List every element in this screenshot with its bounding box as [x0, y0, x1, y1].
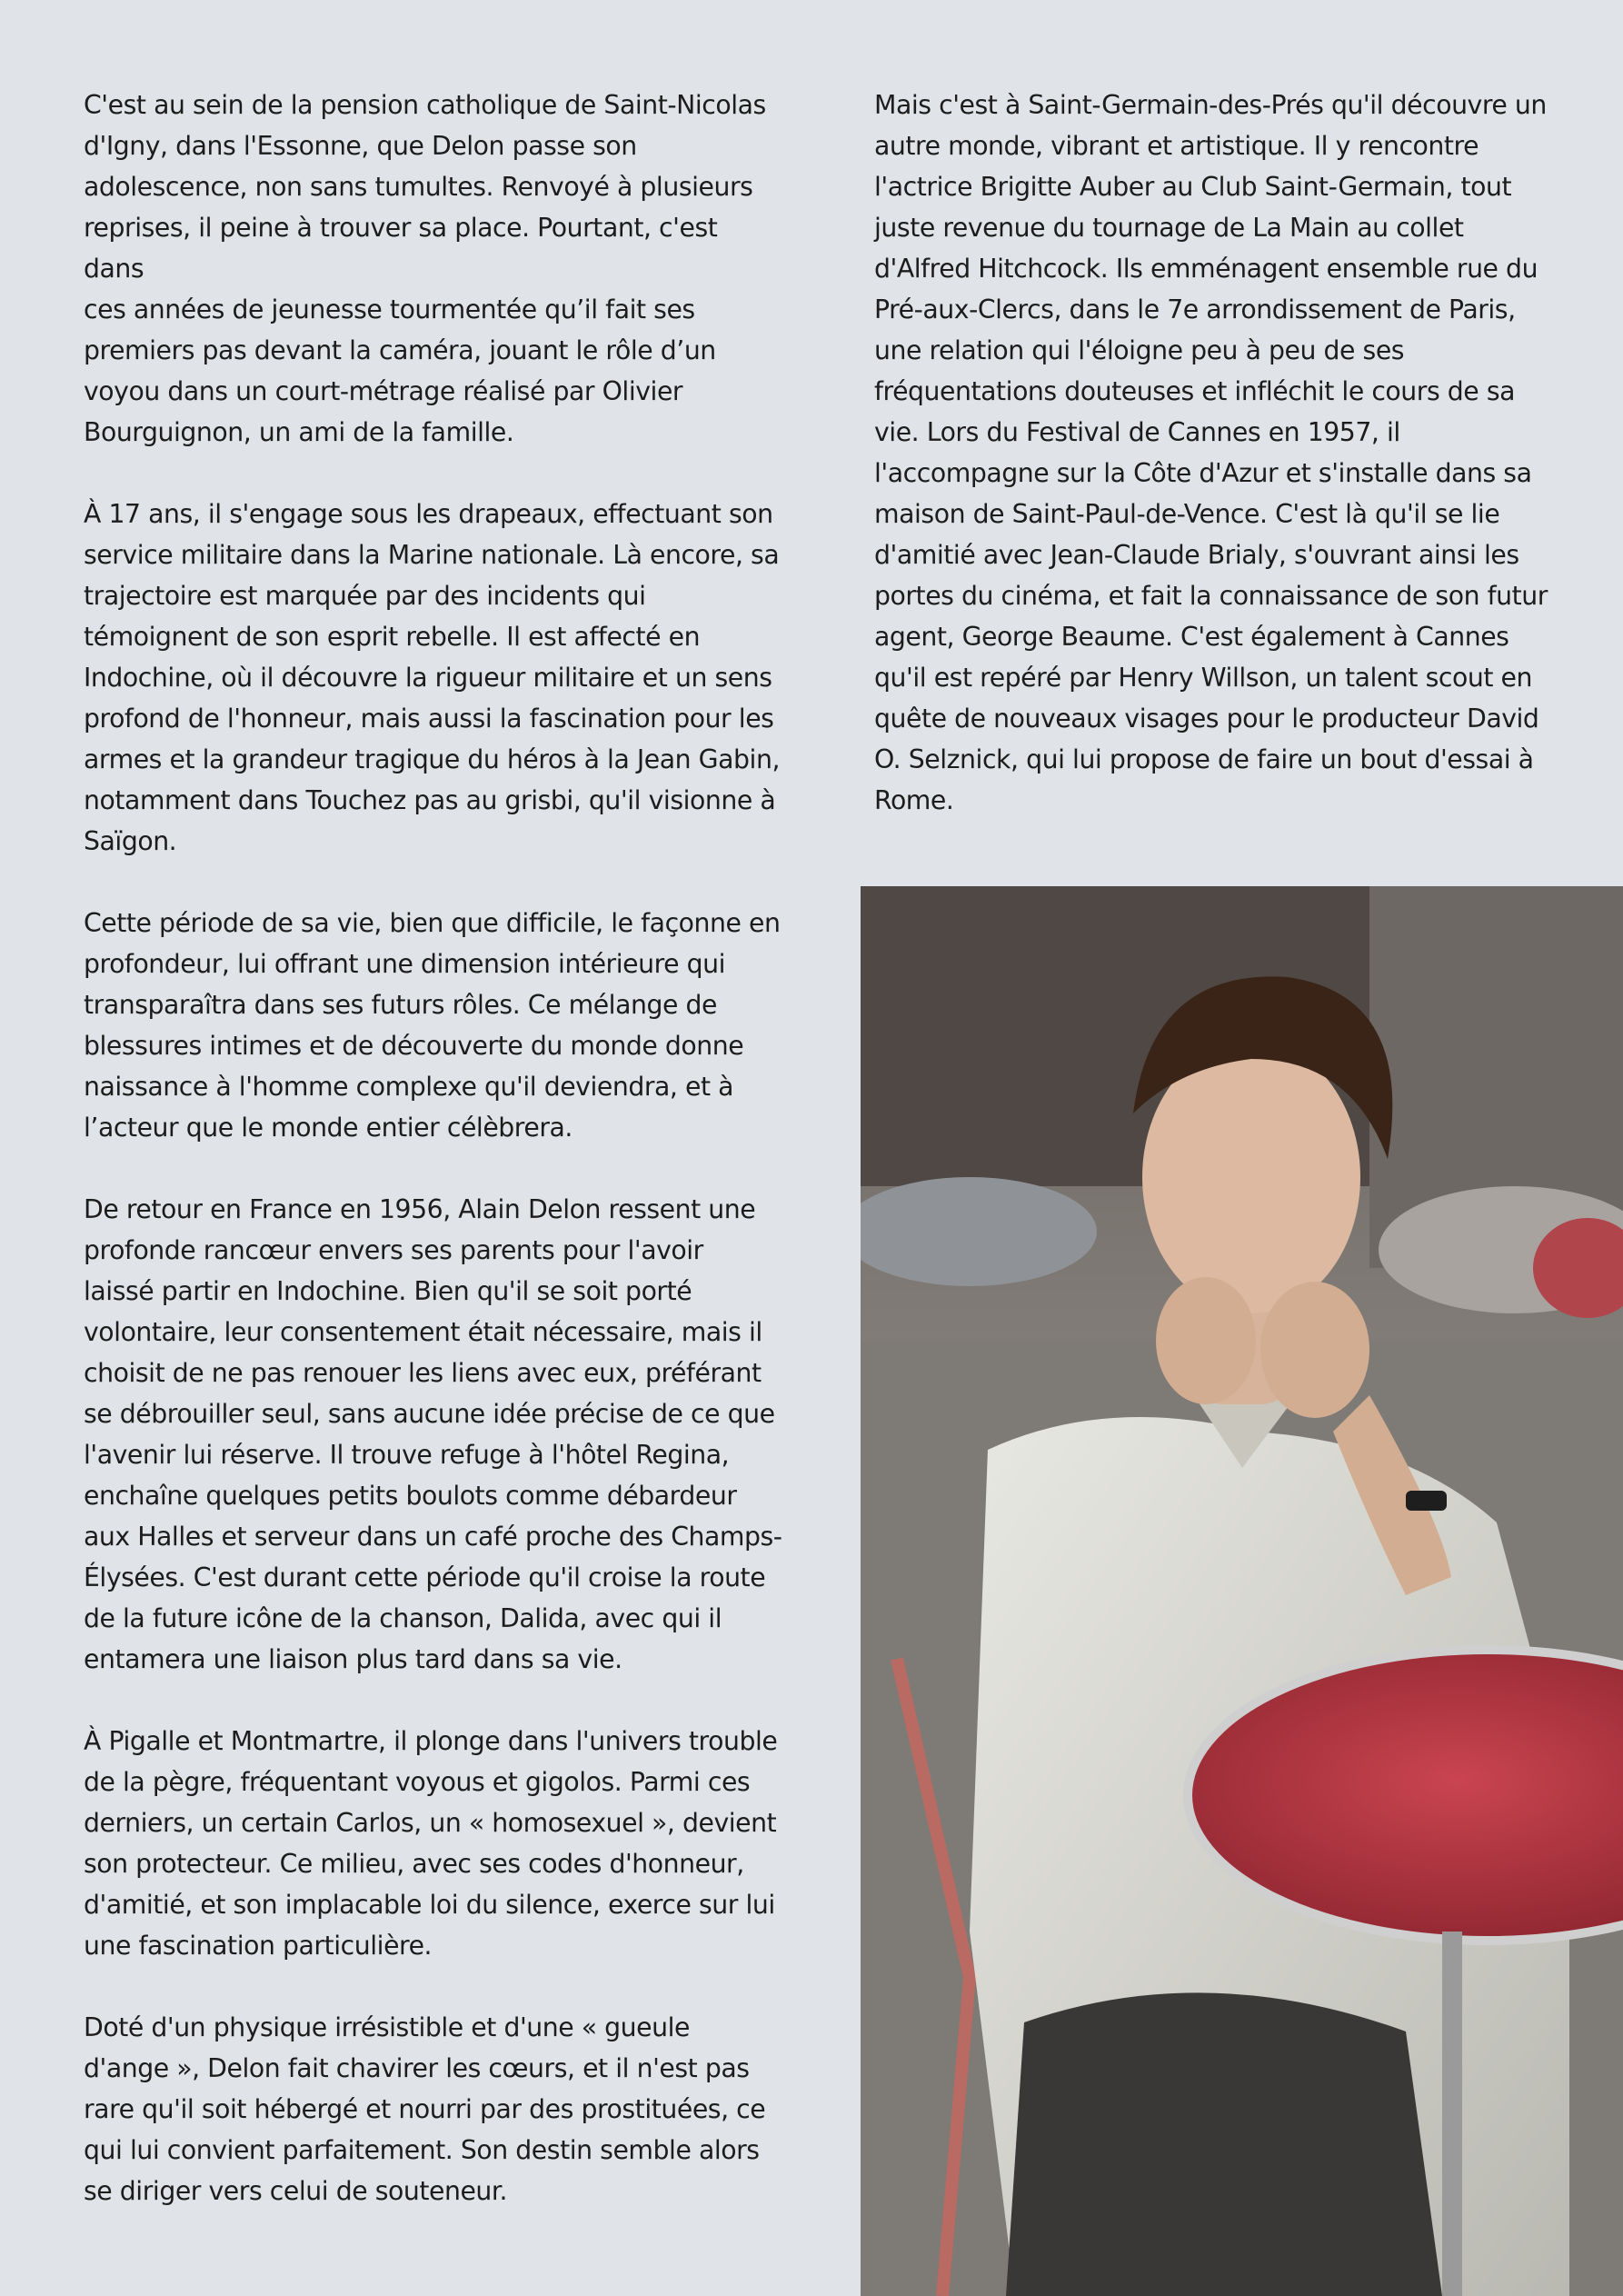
paragraph-formative-period: Cette période de sa vie, bien que difficile, le façonne en profondeur, lui offrant une dimension intérieure qui transparaîtra dans ses futurs rôles. Ce mélange de blessures intimes et de découverte du monde donne naissance à l'homme complexe qu'il deviendra, et à l’acteur que le monde entier célèbrera.: [84, 908, 781, 1143]
portrait-photo: [861, 886, 1623, 2296]
paragraph-saint-germain: Mais c'est à Saint-Germain-des-Prés qu'il découvre un autre monde, vibrant et artistique. Il y rencontre l'actrice Brigitte Auber au Club Saint-Germain, tout juste revenue du tournage de La Main au collet d'Alfred Hitchcock. Ils emménagent ensemble rue du Pré-aux-Clercs, dans le 7e arrondissement de Paris, une relation qui l'éloigne peu à peu de ses fréquentations douteuses et infléchit le cours de sa vie. Lors du Festival de Cannes en 1957, il l'accompagne sur la Côte d'Azur et s'installe dans sa maison de Saint-Paul-de-Vence. C'est là qu'il se lie d'amitié avec Jean-Claude Brialy, s'ouvrant ainsi les portes du cinéma, et fait la connaissance de son futur agent, George Beaume. C'est également à Cannes qu'il est repéré par Henry Willson, un talent scout en quête de nouveaux visages pour le producteur David O. Selznick, qui lui propose de faire un bout d'essai à Rome.: [874, 90, 1548, 815]
paragraph-gueule-dange: Doté d'un physique irrésistible et d'une « gueule d'ange », Delon fait chavirer les cœurs, et il n'est pas rare qu'il soit hébergé et nourri par des prostituées, ce qui lui convient parfaitement. Son destin semble alors se diriger vers celui de souteneur.: [84, 2012, 766, 2206]
paragraph-pigalle: À Pigalle et Montmartre, il plonge dans l'univers trouble de la pègre, fréquentant voyous et gigolos. Parmi ces derniers, un certain Carlos, un « homosexuel », devient son protecteur. Ce milieu, avec ses codes d'honneur, d'amitié, et son implacable loi du silence, exerce sur lui une fascination particulière.: [84, 1726, 778, 1961]
paragraph-military-service: À 17 ans, il s'engage sous les drapeaux, effectuant son service militaire dans la Marine nationale. Là encore, sa trajectoire est marquée par des incidents qui témoignent de son esprit rebelle. Il est affecté en Indochine, où il découvre la rigueur militaire et un sens profond de l'honneur, mais aussi la fascination pour les armes et la grandeur tragique du héros à la Jean Gabin, notamment dans Touchez pas au grisbi, qu'il visionne à Saïgon.: [84, 499, 781, 856]
portrait-illustration: [861, 886, 1623, 2296]
paragraph-return-to-france: De retour en France en 1956, Alain Delon ressent une profonde rancœur envers ses parents pour l'avoir laissé partir en Indochine. Bien qu'il se soit porté volontaire, leur consentement était nécessaire, mais il choisit de ne pas renouer les liens avec eux, préférant se débrouiller seul, sans aucune idée précise de ce que l'avenir lui réserve. Il trouve refuge à l'hôtel Regina, enchaîne quelques petits boulots comme débardeur aux Halles et serveur dans un café proche des Champs- Élysées. C'est durant cette période qu'il croise la route de la future icône de la chanson, Dalida, avec qui il entamera une liaison plus tard dans sa vie.: [84, 1194, 782, 1674]
paragraph-pension: C'est au sein de la pension catholique de Saint-Nicolas d'Igny, dans l'Essonne, que Delon passe son adolescence, non sans tumultes. Renvoyé à plusieurs reprises, il peine à trouver sa place. Pourtant, c'est dans ces années de jeunesse tourmentée qu’il fait ses premiers pas devant la caméra, jouant le rôle d’un voyou dans un court-métrage réalisé par Olivier Bourguignon, un ami de la famille.: [84, 90, 766, 447]
left-column: [84, 85, 783, 2252]
right-column: [874, 85, 1554, 862]
